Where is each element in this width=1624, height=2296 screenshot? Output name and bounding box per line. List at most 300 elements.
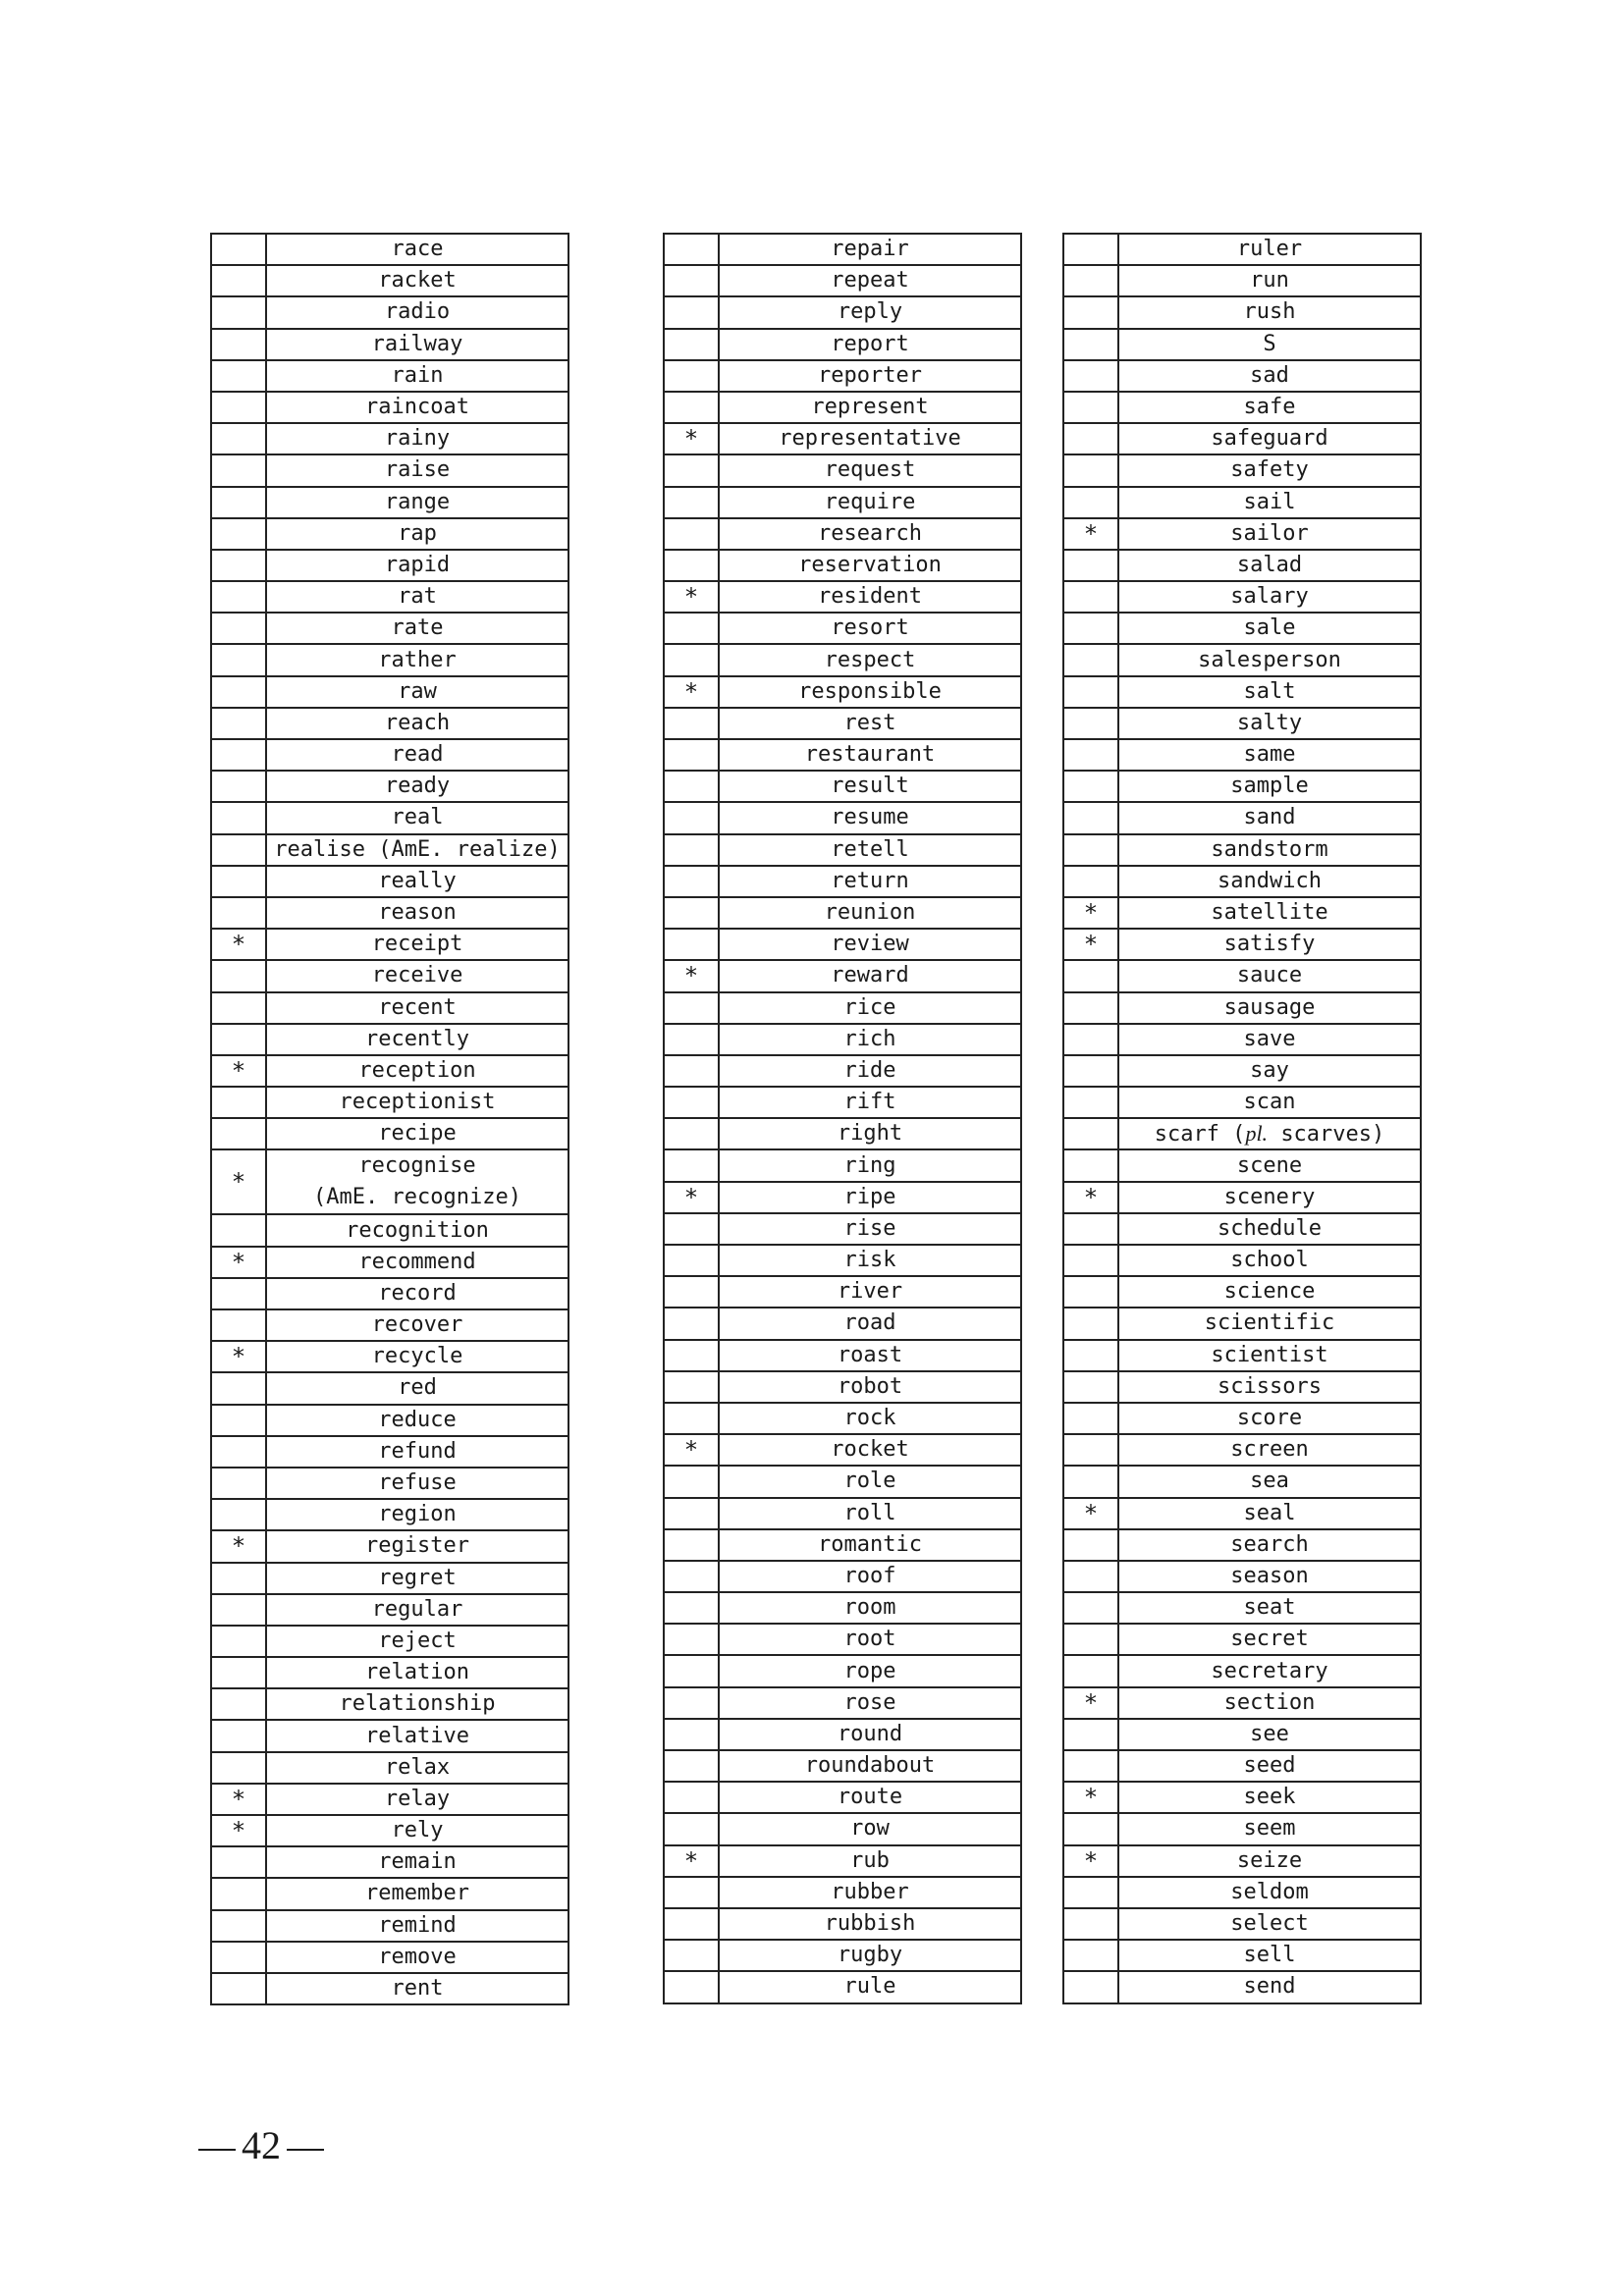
vocab-row	[211, 1815, 568, 1846]
vocab-row	[1063, 487, 1421, 518]
vocab-word: seal	[1118, 1498, 1421, 1529]
star-mark	[664, 1371, 719, 1403]
star-mark	[664, 1466, 719, 1497]
vocab-word: regret	[266, 1563, 568, 1594]
vocab-word: search	[1118, 1529, 1421, 1561]
star-mark: *	[1063, 1687, 1118, 1719]
vocab-word: recently	[266, 1024, 568, 1055]
vocab-word: radio	[266, 296, 568, 328]
vocab-row	[1063, 1466, 1421, 1497]
vocab-row	[211, 1657, 568, 1688]
vocab-row	[211, 1942, 568, 1973]
star-mark	[1063, 454, 1118, 486]
star-mark	[664, 1276, 719, 1308]
vocab-word: rope	[719, 1655, 1021, 1686]
vocab-row	[664, 392, 1021, 423]
star-mark: *	[211, 1815, 266, 1846]
vocab-word: salt	[1118, 676, 1421, 708]
star-mark	[211, 454, 266, 486]
vocab-row	[1063, 1182, 1421, 1213]
vocab-word: rich	[719, 1024, 1021, 1055]
vocab-word: run	[1118, 265, 1421, 296]
vocab-row	[211, 1563, 568, 1594]
star-mark	[1063, 550, 1118, 581]
vocab-word: salary	[1118, 581, 1421, 613]
vocab-row	[211, 1278, 568, 1309]
star-mark	[211, 1594, 266, 1626]
vocab-row	[1063, 392, 1421, 423]
vocab-word: refund	[266, 1436, 568, 1468]
vocab-word: remove	[266, 1942, 568, 1973]
vocab-word: ruler	[1118, 234, 1421, 265]
vocab-row	[1063, 739, 1421, 771]
star-mark: *	[1063, 1182, 1118, 1213]
star-mark: *	[211, 1149, 266, 1214]
vocab-row	[211, 771, 568, 802]
vocab-row	[211, 1626, 568, 1657]
vocab-word: retell	[719, 834, 1021, 866]
vocab-word: science	[1118, 1276, 1421, 1308]
vocab-word: relation	[266, 1657, 568, 1688]
vocab-row	[1063, 1908, 1421, 1940]
vocab-word: return	[719, 866, 1021, 897]
star-mark	[211, 1214, 266, 1246]
star-mark: *	[664, 1182, 719, 1213]
vocab-row	[1063, 1371, 1421, 1403]
vocab-word: reason	[266, 897, 568, 929]
star-mark	[1063, 1624, 1118, 1655]
star-mark	[664, 1750, 719, 1782]
star-mark	[211, 897, 266, 929]
star-mark	[1063, 802, 1118, 833]
vocab-word: schedule	[1118, 1213, 1421, 1245]
vocab-row	[664, 802, 1021, 833]
vocab-row	[211, 234, 568, 265]
star-mark	[664, 1308, 719, 1339]
vocab-word: season	[1118, 1561, 1421, 1592]
vocab-row	[664, 234, 1021, 265]
star-mark	[664, 1782, 719, 1813]
star-mark: *	[664, 1845, 719, 1877]
vocab-word: rift	[719, 1087, 1021, 1118]
vocab-word: safety	[1118, 454, 1421, 486]
vocab-word: say	[1118, 1055, 1421, 1087]
vocab-column-3	[1062, 233, 1422, 2004]
vocab-word: sauce	[1118, 960, 1421, 991]
page-footer	[192, 2122, 330, 2168]
vocab-word: right	[719, 1118, 1021, 1149]
star-mark	[664, 802, 719, 833]
star-mark	[1063, 960, 1118, 991]
vocab-word: reject	[266, 1626, 568, 1657]
star-mark: *	[664, 1434, 719, 1466]
vocab-word: section	[1118, 1687, 1421, 1719]
vocab-row	[1063, 802, 1421, 833]
star-mark	[664, 708, 719, 739]
star-mark: *	[211, 1055, 266, 1087]
vocab-word: range	[266, 487, 568, 518]
vocab-row	[211, 1247, 568, 1278]
star-mark	[1063, 1908, 1118, 1940]
star-mark	[664, 834, 719, 866]
vocab-row	[664, 613, 1021, 644]
vocab-word: satellite	[1118, 897, 1421, 929]
vocab-row	[664, 1055, 1021, 1087]
star-mark	[211, 1372, 266, 1404]
star-mark	[664, 1624, 719, 1655]
vocab-word: safe	[1118, 392, 1421, 423]
star-mark	[664, 1087, 719, 1118]
vocab-word: recycle	[266, 1341, 568, 1372]
star-mark	[1063, 1276, 1118, 1308]
vocab-row	[1063, 676, 1421, 708]
vocab-word: require	[719, 487, 1021, 518]
star-mark	[211, 234, 266, 265]
vocab-word: rent	[266, 1973, 568, 2004]
star-mark	[1063, 613, 1118, 644]
vocab-word: route	[719, 1782, 1021, 1813]
vocab-word: rain	[266, 360, 568, 392]
vocab-row	[664, 581, 1021, 613]
vocab-word: rose	[719, 1687, 1021, 1719]
vocab-row	[1063, 1624, 1421, 1655]
vocab-row	[664, 771, 1021, 802]
vocab-row	[211, 392, 568, 423]
star-mark	[664, 1877, 719, 1908]
vocab-row	[1063, 960, 1421, 991]
vocab-row	[1063, 423, 1421, 454]
star-mark	[664, 1245, 719, 1276]
star-mark	[211, 1910, 266, 1942]
star-mark	[1063, 1813, 1118, 1844]
star-mark	[1063, 644, 1118, 675]
vocab-word: roll	[719, 1498, 1021, 1529]
vocab-row	[1063, 1750, 1421, 1782]
vocab-word: reduce	[266, 1405, 568, 1436]
star-mark	[211, 392, 266, 423]
vocab-row	[211, 992, 568, 1024]
star-mark	[1063, 1561, 1118, 1592]
vocab-word: remind	[266, 1910, 568, 1942]
vocab-row	[1063, 1687, 1421, 1719]
star-mark	[211, 834, 266, 866]
vocab-word: realise (AmE. realize)	[266, 834, 568, 866]
star-mark	[1063, 992, 1118, 1024]
vocab-word: repair	[719, 234, 1021, 265]
star-mark	[1063, 1118, 1118, 1149]
vocab-word: scarf (pl. scarves)	[1118, 1118, 1421, 1149]
vocab-row	[1063, 1308, 1421, 1339]
vocab-row	[1063, 1592, 1421, 1624]
vocab-row	[1063, 1340, 1421, 1371]
vocab-row	[1063, 1024, 1421, 1055]
vocab-word: resident	[719, 581, 1021, 613]
star-mark	[664, 1908, 719, 1940]
vocab-row	[1063, 1655, 1421, 1686]
star-mark	[211, 1405, 266, 1436]
vocab-word: report	[719, 329, 1021, 360]
star-mark	[664, 1149, 719, 1181]
vocab-word: sea	[1118, 1466, 1421, 1497]
star-mark: *	[664, 676, 719, 708]
vocab-row	[664, 866, 1021, 897]
vocab-word: receipt	[266, 929, 568, 960]
vocab-row	[664, 1845, 1021, 1877]
left-dash	[198, 2149, 236, 2151]
vocab-row	[664, 518, 1021, 550]
vocab-row	[1063, 234, 1421, 265]
star-mark	[1063, 1024, 1118, 1055]
star-mark	[1063, 866, 1118, 897]
star-mark	[211, 771, 266, 802]
vocab-word: rock	[719, 1403, 1021, 1434]
vocab-word: rub	[719, 1845, 1021, 1877]
vocab-row	[211, 834, 568, 866]
vocab-word: racket	[266, 265, 568, 296]
vocab-word	[266, 1149, 568, 1214]
star-mark	[211, 1087, 266, 1118]
star-mark	[1063, 360, 1118, 392]
vocab-word: sell	[1118, 1940, 1421, 1971]
star-mark	[1063, 1940, 1118, 1971]
vocab-row	[211, 1846, 568, 1878]
star-mark	[1063, 1403, 1118, 1434]
vocab-row	[1063, 1782, 1421, 1813]
vocab-word: reporter	[719, 360, 1021, 392]
vocab-word: screen	[1118, 1434, 1421, 1466]
vocab-row	[664, 1782, 1021, 1813]
vocab-word: raw	[266, 676, 568, 708]
vocab-word: salesperson	[1118, 644, 1421, 675]
vocab-row	[1063, 1845, 1421, 1877]
vocab-word: rap	[266, 518, 568, 550]
star-mark	[664, 1403, 719, 1434]
vocab-word: role	[719, 1466, 1021, 1497]
star-mark	[211, 613, 266, 644]
vocab-row	[664, 329, 1021, 360]
vocab-row	[664, 1498, 1021, 1529]
vocab-word: secretary	[1118, 1655, 1421, 1686]
star-mark	[211, 1973, 266, 2004]
vocab-row	[664, 1245, 1021, 1276]
star-mark	[664, 454, 719, 486]
vocab-row	[664, 1687, 1021, 1719]
vocab-row	[211, 1214, 568, 1246]
star-mark	[211, 1688, 266, 1720]
vocab-row	[211, 866, 568, 897]
vocab-row	[211, 296, 568, 328]
vocab-row	[1063, 1561, 1421, 1592]
vocab-row	[664, 454, 1021, 486]
vocab-word: seize	[1118, 1845, 1421, 1877]
star-mark	[1063, 1466, 1118, 1497]
vocab-word: reach	[266, 708, 568, 739]
star-mark	[664, 1940, 719, 1971]
vocab-word: sailor	[1118, 518, 1421, 550]
star-mark	[211, 1563, 266, 1594]
star-mark	[211, 739, 266, 771]
vocab-row	[1063, 454, 1421, 486]
star-mark	[664, 771, 719, 802]
star-mark	[664, 929, 719, 960]
vocab-row	[211, 1055, 568, 1087]
star-mark: *	[211, 1784, 266, 1815]
vocab-row	[211, 676, 568, 708]
vocab-word: rest	[719, 708, 1021, 739]
vocab-row	[1063, 329, 1421, 360]
vocab-row	[664, 929, 1021, 960]
vocab-word: repeat	[719, 265, 1021, 296]
star-mark	[664, 360, 719, 392]
vocab-word: salad	[1118, 550, 1421, 581]
vocab-word: respect	[719, 644, 1021, 675]
vocab-row	[664, 739, 1021, 771]
star-mark	[664, 392, 719, 423]
vocab-row	[664, 1087, 1021, 1118]
star-mark	[211, 360, 266, 392]
star-mark	[211, 581, 266, 613]
star-mark	[211, 708, 266, 739]
vocab-row	[211, 897, 568, 929]
vocab-row	[664, 1655, 1021, 1686]
star-mark	[664, 1687, 719, 1719]
vocab-word: sad	[1118, 360, 1421, 392]
vocab-word: river	[719, 1276, 1021, 1308]
star-mark	[1063, 1750, 1118, 1782]
vocab-row	[1063, 1055, 1421, 1087]
vocab-word: rather	[266, 644, 568, 675]
star-mark	[211, 866, 266, 897]
star-mark	[1063, 739, 1118, 771]
star-mark: *	[211, 1530, 266, 1562]
vocab-row	[664, 960, 1021, 991]
vocab-word: sample	[1118, 771, 1421, 802]
vocab-word: romantic	[719, 1529, 1021, 1561]
vocab-word: scissors	[1118, 1371, 1421, 1403]
vocab-word: remember	[266, 1878, 568, 1909]
vocab-row	[1063, 708, 1421, 739]
star-mark	[1063, 771, 1118, 802]
vocab-row	[211, 360, 568, 392]
vocab-word: representative	[719, 423, 1021, 454]
vocab-word: reply	[719, 296, 1021, 328]
star-mark	[211, 329, 266, 360]
vocab-word: rainy	[266, 423, 568, 454]
star-mark: *	[211, 1341, 266, 1372]
vocab-row	[211, 1530, 568, 1562]
star-mark	[1063, 1719, 1118, 1750]
vocab-row	[1063, 834, 1421, 866]
vocab-row	[664, 1118, 1021, 1149]
star-mark	[1063, 423, 1118, 454]
vocab-row	[664, 1403, 1021, 1434]
star-mark: *	[1063, 897, 1118, 929]
vocab-word: row	[719, 1813, 1021, 1844]
star-mark	[211, 423, 266, 454]
star-mark	[664, 1529, 719, 1561]
star-mark	[664, 644, 719, 675]
star-mark	[211, 1942, 266, 1973]
vocab-row	[1063, 992, 1421, 1024]
star-mark	[1063, 296, 1118, 328]
plural-form: scarves)	[1280, 1121, 1385, 1147]
vocab-row	[664, 1529, 1021, 1561]
vocab-row	[664, 897, 1021, 929]
vocab-row	[664, 1340, 1021, 1371]
vocab-row	[1063, 866, 1421, 897]
star-mark	[664, 296, 719, 328]
vocab-word: relative	[266, 1720, 568, 1751]
star-mark	[1063, 834, 1118, 866]
star-mark	[664, 739, 719, 771]
vocab-word: save	[1118, 1024, 1421, 1055]
vocab-word: roast	[719, 1340, 1021, 1371]
star-mark	[211, 487, 266, 518]
star-mark	[664, 897, 719, 929]
vocab-word: sand	[1118, 802, 1421, 833]
star-mark	[211, 550, 266, 581]
vocab-word: sandwich	[1118, 866, 1421, 897]
star-mark	[1063, 581, 1118, 613]
vocab-word: restaurant	[719, 739, 1021, 771]
vocab-word: rocket	[719, 1434, 1021, 1466]
star-mark: *	[211, 929, 266, 960]
vocab-row	[664, 1940, 1021, 1971]
star-mark	[664, 1055, 719, 1087]
vocab-row	[1063, 1118, 1421, 1149]
vocab-row	[211, 1720, 568, 1751]
vocab-row	[664, 1971, 1021, 2002]
star-mark	[211, 1024, 266, 1055]
vocab-word: rule	[719, 1971, 1021, 2002]
vocab-row	[211, 613, 568, 644]
vocab-word: rat	[266, 581, 568, 613]
vocab-word: rubbish	[719, 1908, 1021, 1940]
vocab-row	[1063, 296, 1421, 328]
star-mark: *	[664, 423, 719, 454]
vocab-row	[664, 1371, 1021, 1403]
star-mark	[1063, 487, 1118, 518]
vocab-word: refuse	[266, 1468, 568, 1499]
vocab-row	[664, 1276, 1021, 1308]
vocab-row	[664, 1466, 1021, 1497]
vocab-row	[664, 1308, 1021, 1339]
star-mark: *	[1063, 1498, 1118, 1529]
vocab-row	[1063, 1276, 1421, 1308]
vocab-word: reception	[266, 1055, 568, 1087]
vocab-word: reunion	[719, 897, 1021, 929]
vocab-row	[211, 1594, 568, 1626]
vocab-row	[211, 1468, 568, 1499]
star-mark	[211, 802, 266, 833]
vocab-row	[211, 1405, 568, 1436]
vocab-row	[1063, 1434, 1421, 1466]
vocab-row	[1063, 1403, 1421, 1434]
vocab-row	[211, 1784, 568, 1815]
vocab-word: roof	[719, 1561, 1021, 1592]
star-mark	[211, 960, 266, 991]
star-mark	[211, 1436, 266, 1468]
vocab-word: scientist	[1118, 1340, 1421, 1371]
vocab-row	[1063, 518, 1421, 550]
vocab-word: raise	[266, 454, 568, 486]
vocab-row	[1063, 1971, 1421, 2002]
vocab-word: rely	[266, 1815, 568, 1846]
vocab-word: regular	[266, 1594, 568, 1626]
star-mark	[664, 992, 719, 1024]
star-mark	[211, 1118, 266, 1149]
vocab-word: request	[719, 454, 1021, 486]
